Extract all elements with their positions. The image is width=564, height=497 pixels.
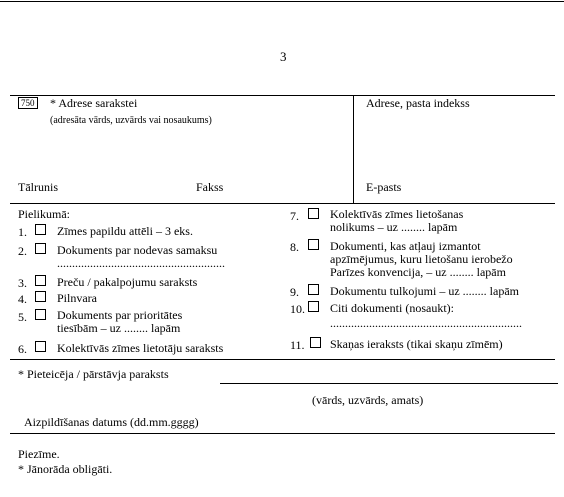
attachment-1-checkbox[interactable] (35, 224, 46, 235)
postal-address-label: Adrese, pasta indekss (366, 96, 470, 110)
attachment-7-checkbox[interactable] (308, 208, 319, 219)
attachment-11-label: Skaņas ieraksts (tikai skaņu zīmēm) (330, 337, 503, 351)
attachment-3-checkbox[interactable] (35, 275, 46, 286)
phone-label: Tālrunis (18, 180, 58, 194)
attachments-title: Pielikumā: (18, 207, 70, 221)
correspondence-address-title: * Adrese sarakstei (50, 96, 138, 110)
signature-label: * Pieteicēja / pārstāvja paraksts (18, 367, 169, 381)
signature-line (220, 383, 558, 384)
attachment-2-checkbox[interactable] (35, 243, 46, 254)
attachment-7-label-line-2: nolikums – uz ........ lapām (330, 220, 458, 234)
attachment-7-number: 7. (290, 209, 299, 223)
attachment-2-label: Dokuments par nodevas samaksu (57, 243, 218, 257)
attachment-11-number: 11. (290, 338, 305, 352)
attachment-5-number: 5. (18, 310, 27, 324)
attachment-9-checkbox[interactable] (308, 284, 319, 295)
note-title: Piezīme. (18, 447, 60, 461)
attachment-8-number: 8. (290, 240, 299, 254)
attachment-4-label: Pilnvara (57, 291, 97, 305)
email-label: E-pasts (366, 180, 402, 194)
attachment-10-label: Citi dokumenti (nosaukt): (330, 301, 454, 315)
attachment-6-number: 6. (18, 342, 27, 356)
page-number: 3 (280, 49, 287, 64)
section-divider-1 (10, 203, 555, 204)
attachment-5-checkbox[interactable] (35, 309, 46, 320)
attachment-9-number: 9. (290, 285, 299, 299)
signer-name-caption: (vārds, uzvārds, amats) (312, 393, 424, 407)
attachment-5-label-line-2: tiesībām – uz ........ lapām (57, 321, 181, 335)
attachment-11-checkbox[interactable] (310, 337, 321, 348)
attachment-9-label: Dokumentu tulkojumi – uz ........ lapām (330, 284, 519, 298)
attachment-4-number: 4. (18, 292, 27, 306)
attachment-8-label-line-1: Dokumenti, kas atļauj izmantot (330, 239, 481, 253)
field-code-750: 750 (18, 97, 38, 109)
top-rule (0, 1, 564, 2)
form-bottom-border (10, 433, 555, 434)
attachment-1-number: 1. (18, 225, 27, 239)
attachment-6-checkbox[interactable] (35, 341, 46, 352)
required-note: * Jānorāda obligāti. (18, 462, 113, 476)
attachment-6-label: Kolektīvās zīmes lietotāju saraksts (57, 341, 224, 355)
attachment-2-fill-line: ........................................................ (57, 256, 225, 270)
attachment-4-checkbox[interactable] (35, 291, 46, 302)
attachment-8-checkbox[interactable] (308, 239, 319, 250)
attachment-7-label-line-1: Kolektīvās zīmes lietošanas (330, 207, 464, 221)
address-divider (353, 95, 354, 203)
correspondence-address-subtitle: (adresāta vārds, uzvārds vai nosaukums) (50, 115, 212, 126)
attachment-3-number: 3. (18, 276, 27, 290)
fax-label: Fakss (196, 180, 224, 194)
attachment-3-label: Preču / pakalpojumu saraksts (57, 275, 198, 289)
attachment-1-label: Zīmes papildu attēli – 3 eks. (57, 224, 193, 238)
attachment-10-number: 10. (290, 302, 305, 316)
attachment-10-fill-line: ................................................................ (330, 316, 522, 330)
completion-date-label: Aizpildīšanas datums (dd.mm.gggg) (24, 415, 199, 429)
attachment-10-checkbox[interactable] (308, 301, 319, 312)
attachment-8-label-line-3: Parīzes konvencija, – uz ........ lapām (330, 265, 506, 279)
attachment-5-label-line-1: Dokuments par prioritātes (57, 308, 183, 322)
attachment-8-label-line-2: apzīmējumus, kuru lietošanu ierobežo (330, 252, 513, 266)
section-divider-2 (10, 359, 555, 360)
attachment-2-number: 2. (18, 244, 27, 258)
